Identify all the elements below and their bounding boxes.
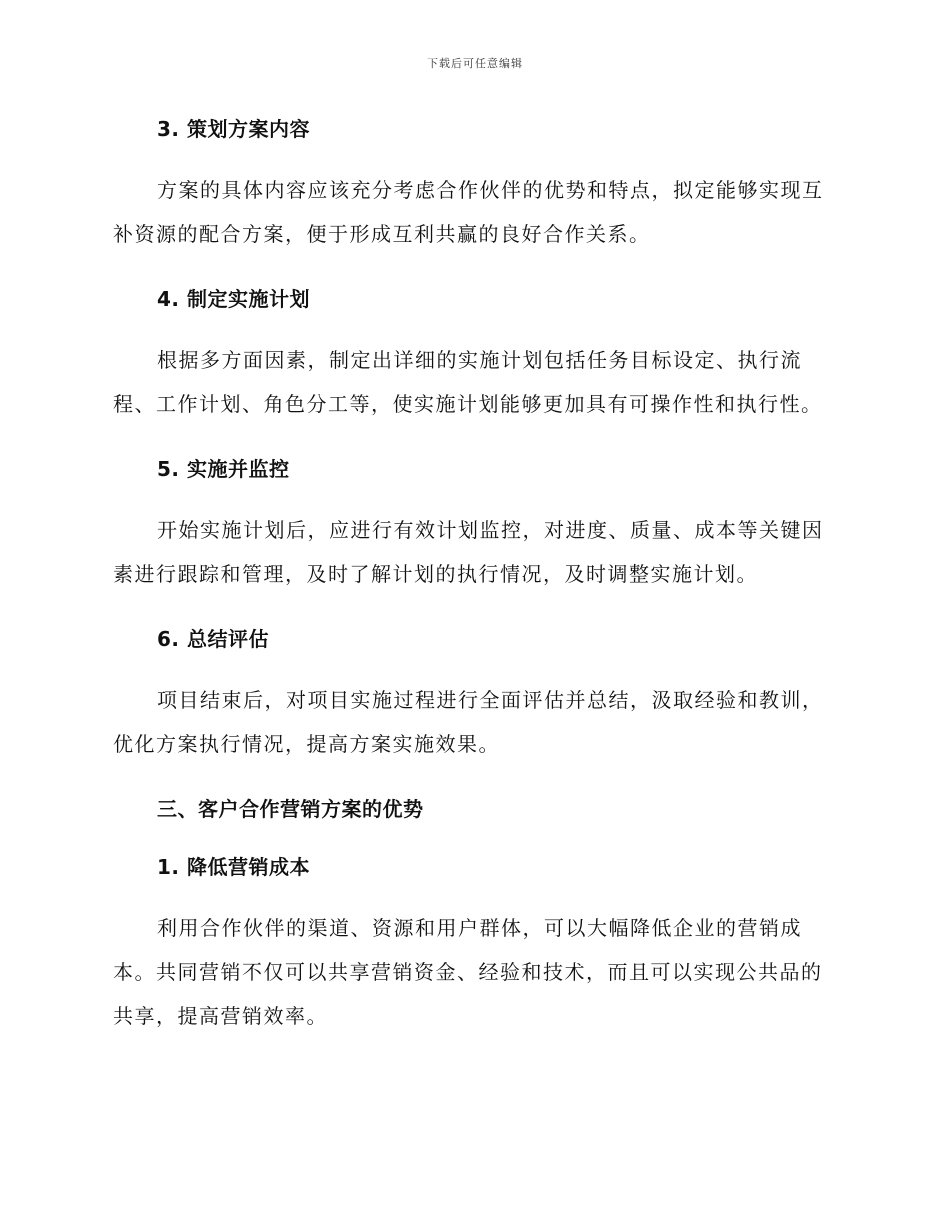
section-paragraph-4: 根据多方面因素，制定出详细的实施计划包括任务目标设定、执行流程、工作计划、角色分工等，使实施计划能够更加具有可操作性和执行性。 [113, 348, 823, 416]
advantage-paragraph-1: 利用合作伙伴的渠道、资源和用户群体，可以大幅降低企业的营销成本。共同营销不仅可以共享营销资金、经验和技术，而且可以实现公共品的共享，提高营销效率。 [113, 916, 823, 1028]
section-heading-5: 5. 实施并监控 [157, 457, 290, 481]
section-heading-4: 4. 制定实施计划 [157, 287, 310, 311]
part-heading-advantages: 三、客户合作营销方案的优势 [157, 797, 424, 821]
section-heading-6: 6. 总结评估 [157, 627, 269, 651]
header-note: 下载后可任意编辑 [427, 57, 523, 70]
document-content [113, 114, 840, 1038]
section-heading-3: 3. 策划方案内容 [157, 117, 310, 141]
section-paragraph-6: 项目结束后，对项目实施过程进行全面评估并总结，汲取经验和教训，优化方案执行情况，提高方案实施效果。 [113, 688, 824, 756]
section-paragraph-3: 方案的具体内容应该充分考虑合作伙伴的优势和特点，拟定能够实现互补资源的配合方案，便于形成互利共赢的良好合作关系。 [113, 178, 824, 246]
advantage-heading-1: 1. 降低营销成本 [157, 855, 310, 879]
section-paragraph-5: 开始实施计划后，应进行有效计划监控，对进度、质量、成本等关键因素进行跟踪和管理，及时了解计划的执行情况，及时调整实施计划。 [113, 518, 824, 586]
